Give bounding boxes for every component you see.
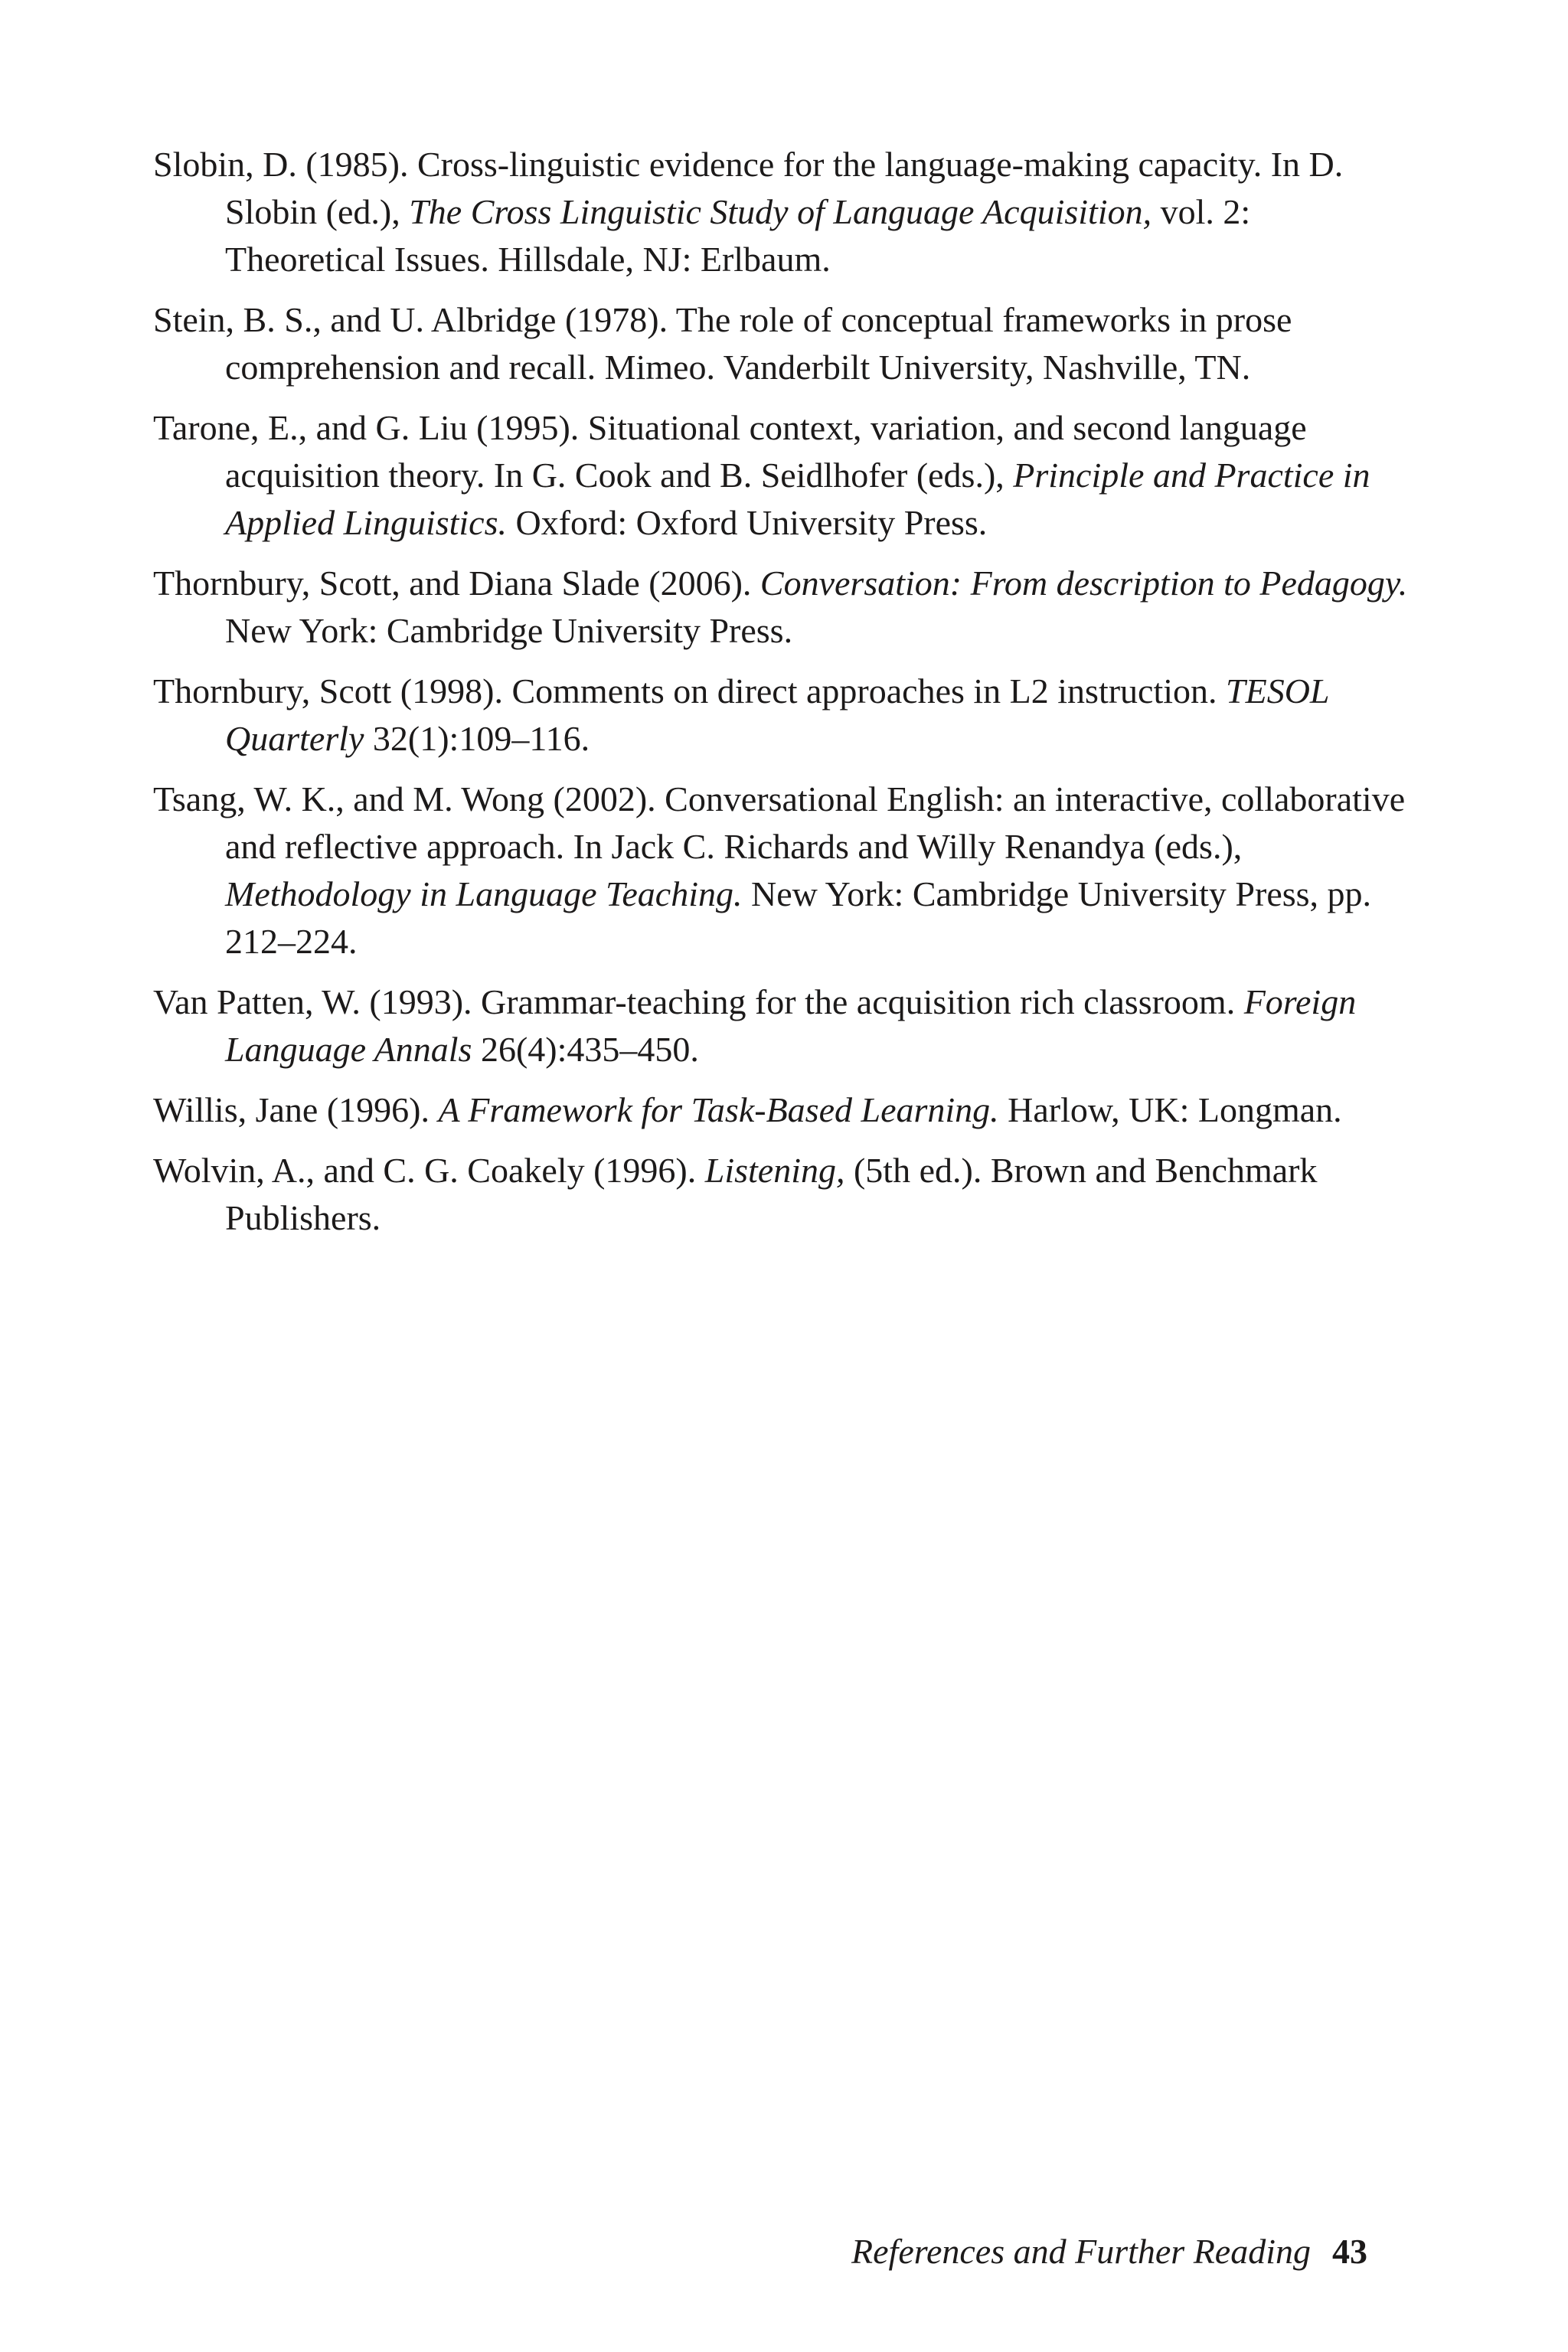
reference-entry (153, 1086, 1409, 1134)
reference-title: A Framework for Task-Based Learning. (438, 1090, 999, 1129)
reference-text: Van Patten, W. (1993). Grammar-teaching for the acquisition rich classroom. (153, 982, 1244, 1021)
reference-entry (153, 141, 1409, 283)
reference-text: Tarone, E., and G. Liu (1995). Situational context, variation, and second language acquisition theory. In G. Cook and B. Seidlhofer (eds.), (153, 408, 1307, 495)
reference-text: Harlow, UK: Longman. (998, 1090, 1342, 1129)
reference-text: Willis, Jane (1996). (153, 1090, 439, 1129)
reference-text: Oxford: Oxford University Press. (507, 503, 988, 542)
reference-title: Principle and Practice in Applied Linguistics. (225, 456, 1370, 542)
page-footer (851, 2228, 1367, 2275)
reference-entry (153, 668, 1409, 763)
reference-entry (153, 1147, 1409, 1242)
reference-text: New York: Cambridge University Press, pp. 212–224. (225, 874, 1372, 961)
reference-list (153, 141, 1409, 1255)
reference-text: Slobin, D. (1985). Cross-linguistic evidence for the language-making capacity. In D. Slobin (ed.), (153, 145, 1344, 231)
reference-text: New York: Cambridge University Press. (225, 611, 793, 650)
reference-title: Methodology in Language Teaching. (225, 874, 743, 913)
reference-title: Conversation: From description to Pedagogy. (760, 564, 1408, 603)
reference-text: Wolvin, A., and C. G. Coakely (1996). (153, 1151, 705, 1190)
running-head: References and Further Reading (851, 2232, 1311, 2271)
reference-text: Thornbury, Scott, and Diana Slade (2006). (153, 564, 760, 603)
reference-text: vol. 2: Theoretical Issues. Hillsdale, NJ: Erlbaum. (225, 192, 1251, 279)
reference-title: Foreign Language Annals (225, 982, 1357, 1069)
reference-text: 32(1):109–116. (364, 719, 590, 758)
reference-text: Stein, B. S., and U. Albridge (1978). The role of conceptual frameworks in prose comprehension and recall. Mimeo. Vanderbilt University, Nashville, TN. (153, 300, 1292, 387)
reference-text: Tsang, W. K., and M. Wong (2002). Conversational English: an interactive, collaborative and reflective approach. In Jack C. Richards and Willy Renandya (eds.), (153, 779, 1406, 866)
reference-title: The Cross Linguistic Study of Language Acquisition, (409, 192, 1152, 231)
reference-entry (153, 776, 1409, 965)
reference-entry (153, 978, 1409, 1073)
reference-entry (153, 560, 1409, 655)
reference-text: (5th ed.). Brown and Benchmark Publishers. (225, 1151, 1318, 1237)
reference-text: 26(4):435–450. (472, 1030, 699, 1069)
reference-text: Thornbury, Scott (1998). Comments on direct approaches in L2 instruction. (153, 671, 1227, 710)
reference-title: Listening, (704, 1151, 845, 1190)
reference-title: TESOL Quarterly (225, 671, 1329, 758)
reference-entry (153, 296, 1409, 391)
page-number: 43 (1332, 2232, 1367, 2271)
reference-entry (153, 404, 1409, 547)
